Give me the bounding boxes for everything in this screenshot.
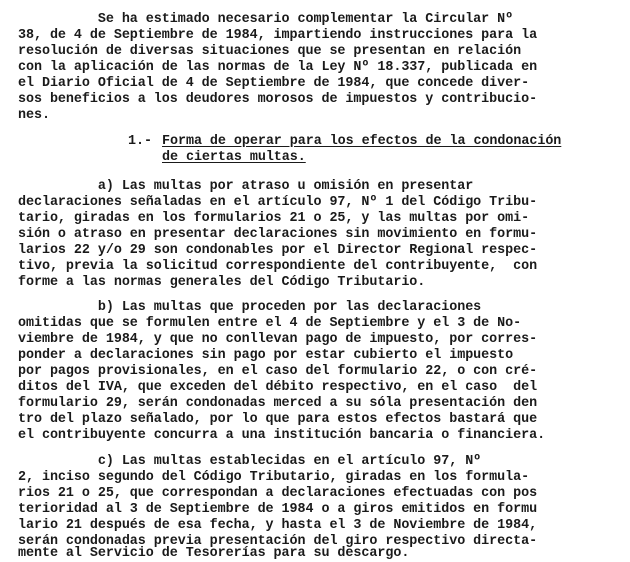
intro-line-4: con la aplicación de las normas de la Ley Nº 18.337, publicada en	[18, 60, 538, 75]
para-b-line-1: b) Las multas que proceden por las declaraciones	[18, 300, 482, 315]
para-b-line-4: ponder a declaraciones sin pago por estar cubierto el impuesto	[18, 348, 514, 363]
para-a-line-1: a) Las multas por atraso u omisión en presentar	[18, 179, 474, 194]
intro-line-3: resolución de diversas situaciones que se presentan en relación	[18, 44, 522, 59]
para-a-line-5: larios 22 y/o 29 son condonables por el Director Regional respec-	[18, 243, 538, 258]
para-c-line-7: mente al Servicio de Tesorerías para su descargo.	[18, 546, 410, 561]
para-b-line-2: omitidas que se formulen entre el 4 de Septiembre y el 3 de No-	[18, 316, 522, 331]
para-a-line-2: declaraciones señaladas en el artículo 97, Nº 1 del Código Tribu-	[18, 195, 538, 210]
para-b-line-3: viembre de 1984, y que no conllevan pago de impuesto, por corres-	[18, 332, 538, 347]
section-number: 1.-	[128, 134, 152, 149]
intro-line-2: 38, de 4 de Septiembre de 1984, impartiendo instrucciones para la	[18, 28, 538, 43]
para-a-line-4: sión o atraso en presentar declaraciones sin movimiento en formu-	[18, 227, 538, 242]
intro-line-7: nes.	[18, 108, 50, 123]
para-c-line-5: lario 21 después de esa fecha, y hasta el 3 de Noviembre de 1984,	[18, 518, 538, 533]
para-c-line-1: c) Las multas establecidas en el artículo 97, Nº	[18, 454, 482, 469]
section-title-line-2: de ciertas multas.	[162, 150, 306, 165]
para-c-line-4: terioridad al 3 de Septiembre de 1984 o a giros emitidos en formu	[18, 502, 538, 517]
para-b-line-9: el contribuyente concurra a una institución bancaria o financiera.	[18, 428, 546, 443]
para-a-line-6: tivo, previa la solicitud correspondiente del contribuyente, con	[18, 259, 538, 274]
para-a-line-3: tario, giradas en los formularios 21 o 25, y las multas por omi-	[18, 211, 530, 226]
para-b-line-8: tro del plazo señalado, por lo que para estos efectos bastará que	[18, 412, 538, 427]
intro-line-6: sos beneficios a los deudores morosos de impuestos y contribucio-	[18, 92, 538, 107]
intro-line-5: el Diario Oficial de 4 de Septiembre de 1984, que concede diver-	[18, 76, 530, 91]
intro-line-1: Se ha estimado necesario complementar la Circular Nº	[18, 12, 514, 27]
para-c-line-2: 2, inciso segundo del Código Tributario, giradas en los formula-	[18, 470, 530, 485]
para-b-line-7: formulario 29, serán condonadas merced a su sóla presentación den	[18, 396, 538, 411]
para-a-line-7: forme a las normas generales del Código Tributario.	[18, 275, 426, 290]
para-c-line-3: rios 21 o 25, que correspondan a declaraciones efectuadas con pos	[18, 486, 538, 501]
para-b-line-5: por pagos provisionales, en el caso del formulario 22, o con cré-	[18, 364, 538, 379]
section-title-line-1: Forma de operar para los efectos de la condonación	[162, 134, 562, 149]
para-c-line-6: serán condonadas previa presentación del giro respectivo directa-	[18, 534, 538, 549]
para-b-line-6: ditos del IVA, que exceden del débito respectivo, en el caso del	[18, 380, 538, 395]
